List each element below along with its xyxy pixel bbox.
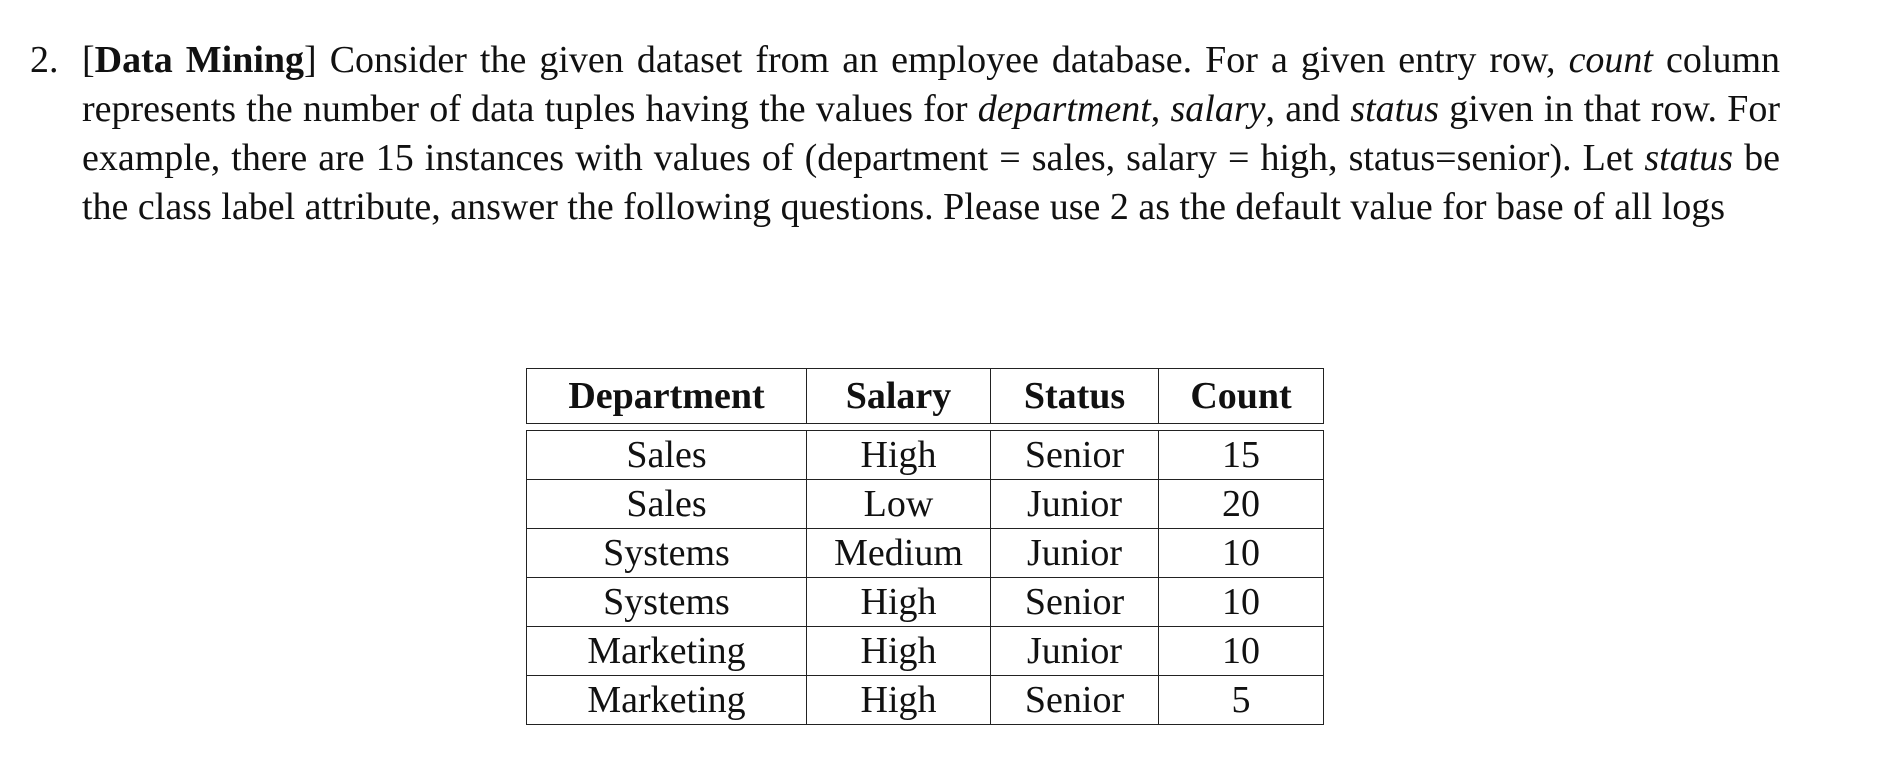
cell-count: 10	[1159, 578, 1324, 627]
text-segment: be the class label attribute, answer the following questions. Please use 2 as the default value for base of all logs	[82, 137, 1780, 228]
table-row	[527, 578, 1324, 627]
header-department: Department	[527, 369, 807, 424]
cell-count: 10	[1159, 627, 1324, 676]
cell-status: Junior	[991, 480, 1159, 529]
topic-close-bracket: ]	[304, 39, 317, 81]
cell-count: 15	[1159, 431, 1324, 480]
table-header-row	[527, 369, 1324, 424]
header-separator	[527, 424, 1324, 431]
emphasis-salary: salary	[1170, 88, 1266, 130]
table-row	[527, 529, 1324, 578]
cell-salary: High	[807, 676, 991, 725]
cell-status: Senior	[991, 676, 1159, 725]
cell-status: Junior	[991, 627, 1159, 676]
cell-count: 5	[1159, 676, 1324, 725]
topic-label: Data Mining	[94, 39, 305, 81]
text-segment: , and	[1265, 88, 1351, 130]
emphasis-department: department	[977, 88, 1151, 130]
header-status: Status	[991, 369, 1159, 424]
cell-department: Marketing	[527, 676, 807, 725]
cell-count: 10	[1159, 529, 1324, 578]
header-salary: Salary	[807, 369, 991, 424]
cell-salary: High	[807, 578, 991, 627]
question-number: 2.	[30, 39, 59, 81]
question-text	[82, 36, 1780, 232]
cell-status: Junior	[991, 529, 1159, 578]
text-segment: ,	[1150, 88, 1171, 130]
cell-salary: High	[807, 627, 991, 676]
cell-status: Senior	[991, 431, 1159, 480]
emphasis-count: count	[1568, 39, 1653, 81]
cell-count: 20	[1159, 480, 1324, 529]
cell-department: Systems	[527, 578, 807, 627]
employee-table	[526, 368, 1324, 725]
cell-salary: Low	[807, 480, 991, 529]
table-row	[527, 627, 1324, 676]
table-row	[527, 676, 1324, 725]
table-row	[527, 431, 1324, 480]
table-row	[527, 480, 1324, 529]
text-segment: given in that row. For example, there are 15 instances with values of (department = sales, salary = high, status=senior). Let	[82, 88, 1780, 179]
cell-department: Systems	[527, 529, 807, 578]
cell-status: Senior	[991, 578, 1159, 627]
cell-salary: Medium	[807, 529, 991, 578]
emphasis-status: status	[1350, 88, 1440, 130]
cell-salary: High	[807, 431, 991, 480]
text-segment: Consider the given dataset from an employee database. For a given entry row,	[316, 39, 1569, 81]
cell-department: Marketing	[527, 627, 807, 676]
text-segment: column represents the number of data tuples having the values for	[82, 39, 1780, 130]
header-count: Count	[1159, 369, 1324, 424]
employee-table-container	[526, 368, 1324, 725]
cell-department: Sales	[527, 431, 807, 480]
cell-department: Sales	[527, 480, 807, 529]
topic-open-bracket: [	[82, 39, 95, 81]
emphasis-status: status	[1644, 137, 1734, 179]
